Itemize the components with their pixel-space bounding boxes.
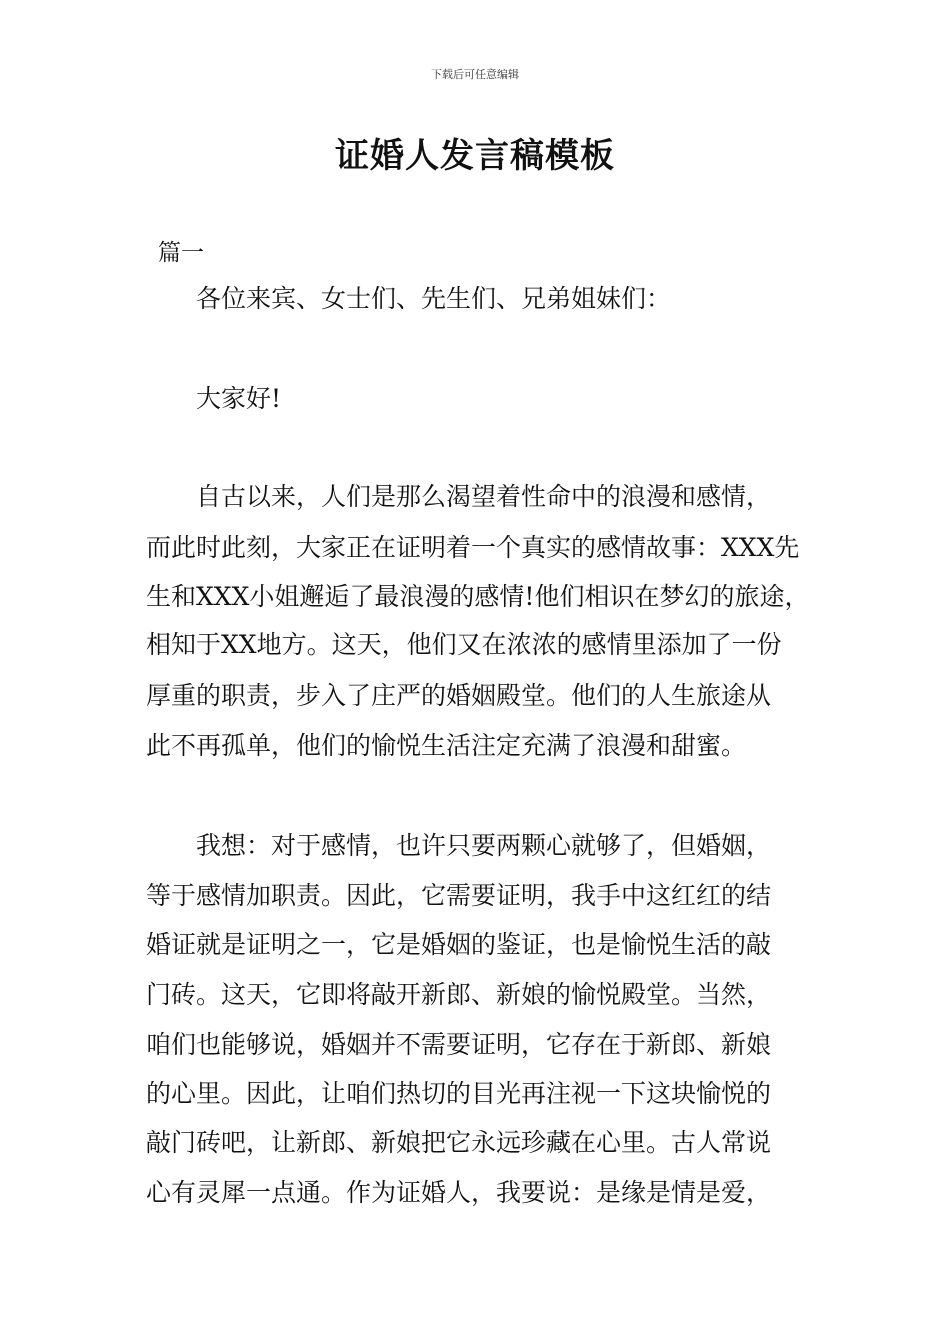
greeting-line: 各位来宾、女士们、先生们、兄弟姐妹们： xyxy=(196,284,672,313)
paragraph1-line: 而此时此刻，大家正在证明着一个真实的感情故事：XXX先 xyxy=(146,533,800,562)
paragraph2-line: 的心里。因此，让咱们热切的目光再注视一下这块愉悦的 xyxy=(146,1079,772,1108)
paragraph1-line: 相知于XX地方。这天，他们又在浓浓的感情里添加了一份 xyxy=(146,630,782,659)
paragraph2-line: 门砖。这天，它即将敲开新郎、新娘的愉悦殿堂。当然， xyxy=(146,980,772,1009)
paragraph2-line: 婚证就是证明之一，它是婚姻的鉴证，也是愉悦生活的敲 xyxy=(146,930,772,959)
paragraph2-line: 心有灵犀一点通。作为证婚人，我要说：是缘是情是爱， xyxy=(146,1178,772,1207)
header-note: 下载后可任意编辑 xyxy=(431,68,519,81)
document-title: 证婚人发言稿模板 xyxy=(335,136,615,176)
paragraph1-line: 此不再孤单，他们的愉悦生活注定充满了浪漫和甜蜜。 xyxy=(146,731,747,760)
section-label: 篇一 xyxy=(158,240,204,266)
paragraph2-line: 咱们也能够说，婚姻并不需要证明，它存在于新郎、新娘 xyxy=(146,1030,772,1059)
hello-line: 大家好! xyxy=(196,384,282,413)
paragraph2-line: 敲门砖吧，让新郎、新娘把它永远珍藏在心里。古人常说 xyxy=(146,1128,772,1157)
paragraph1-line: 厚重的职责，步入了庄严的婚姻殿堂。他们的人生旅途从 xyxy=(146,681,772,710)
paragraph1-line: 自古以来，人们是那么渴望着性命中的浪漫和感情， xyxy=(196,482,772,511)
paragraph1-line: 生和XXX小姐邂逅了最浪漫的感情!他们相识在梦幻的旅途， xyxy=(146,582,810,611)
paragraph2-line: 等于感情加职责。因此，它需要证明，我手中这红红的结 xyxy=(146,881,772,910)
paragraph2-line: 我想：对于感情，也许只要两颗心就够了，但婚姻， xyxy=(196,831,772,860)
